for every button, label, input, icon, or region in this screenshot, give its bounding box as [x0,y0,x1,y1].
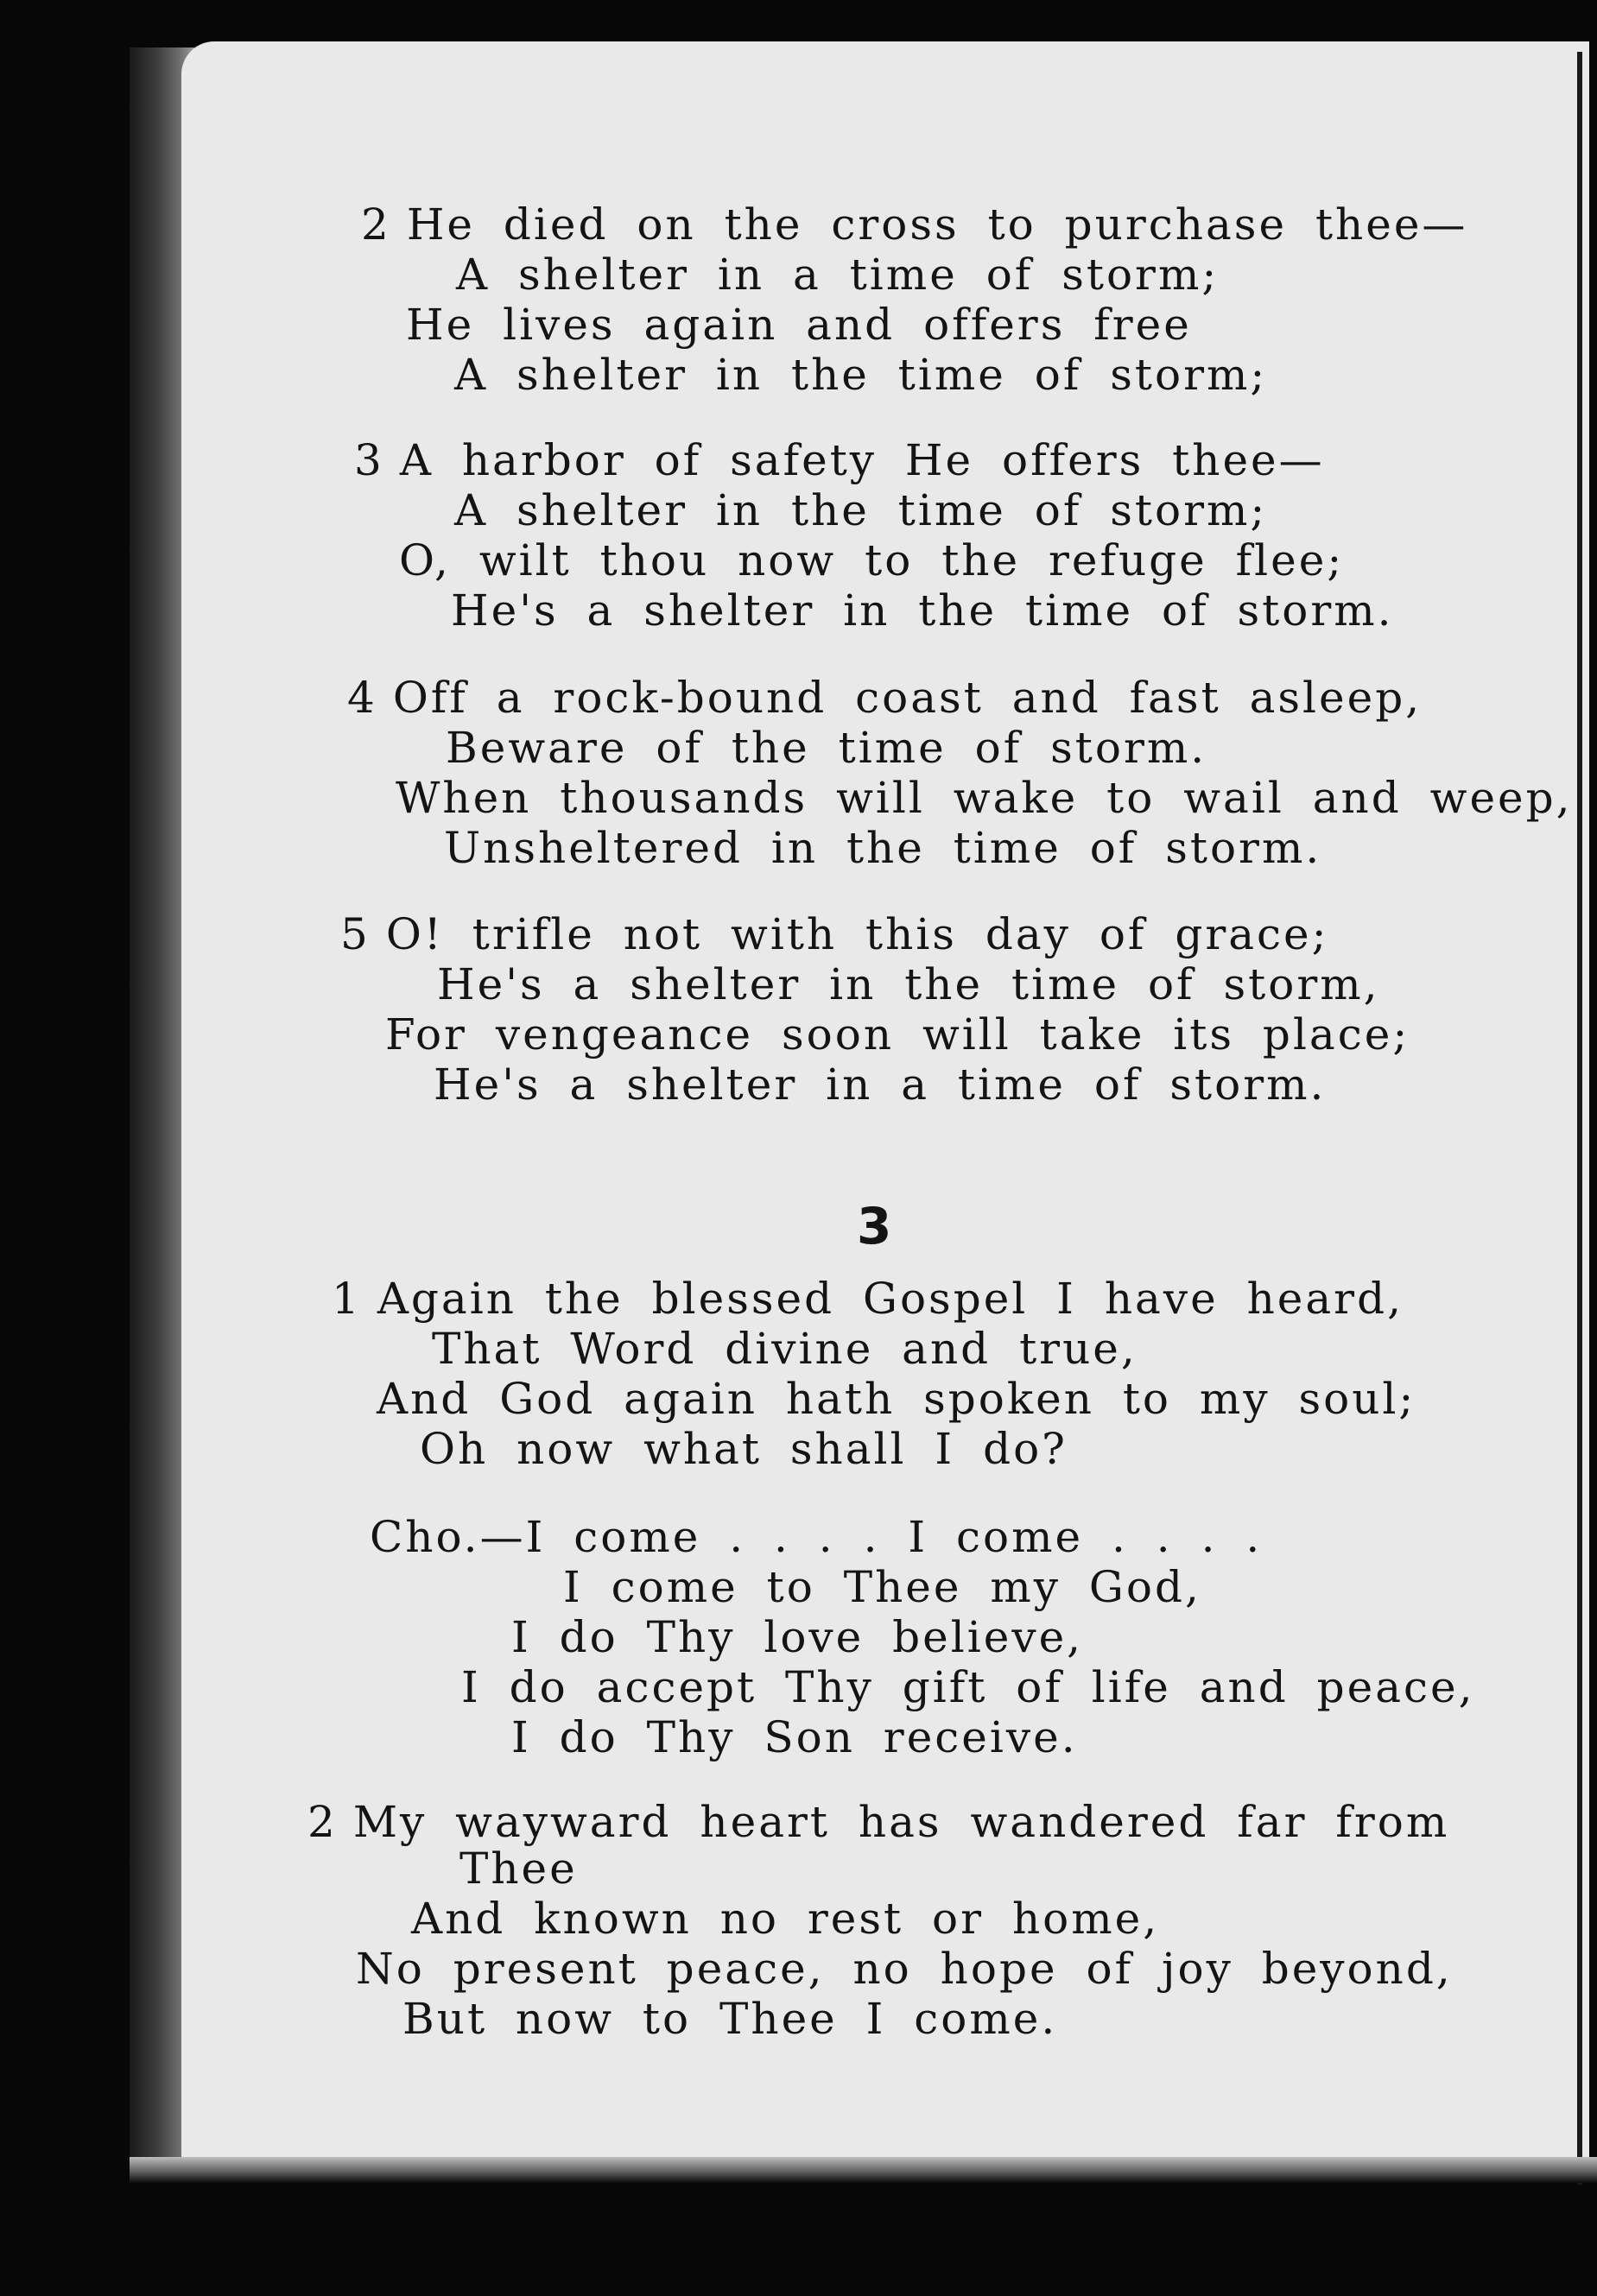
chorus-line: I do Thy love believe, [511,1612,1084,1662]
stanza-line: When thousands will wake to wail and weep, [396,773,1573,823]
verse-line: Thee [459,1844,578,1894]
stanza-line: A shelter in the time of storm; [454,485,1268,535]
stanza-number: 4 [347,673,377,723]
chorus-line: Cho.—I come . . . . I come . . . . [370,1512,1263,1562]
stanza-number: 2 [361,199,391,250]
chorus-line: I come to Thee my God, [563,1562,1201,1612]
stanza-line: He's a shelter in the time of storm. [451,585,1394,636]
stanza-line: 5 O! trifle not with this day of grace; [340,909,1329,959]
stanza-line: He lives again and offers free [406,300,1192,350]
chorus-label: Cho.— [370,1512,526,1562]
verse-line: 2 My wayward heart has wandered far from [307,1797,1450,1847]
chorus-line: I do accept Thy gift of life and peace, [461,1662,1475,1712]
verse-line: But now to Thee I come. [402,1994,1058,2044]
stanza-number: 5 [340,909,371,959]
stanza-line: 4 Off a rock-bound coast and fast asleep, [347,673,1423,723]
verse-number: 2 [307,1797,338,1847]
stanza-line: 3 A harbor of safety He offers thee— [354,435,1325,485]
stanza-line: A shelter in a time of storm; [456,250,1220,300]
verse-number: 1 [332,1274,362,1324]
stanza-line: He's a shelter in a time of storm. [434,1059,1327,1110]
verse-line: 1 Again the blessed Gospel I have heard, [332,1274,1404,1324]
stanza-line: Beware of the time of storm. [446,723,1207,773]
stanza-line: A shelter in the time of storm; [454,350,1268,400]
stanza-line: O, wilt thou now to the refuge flee; [399,535,1345,585]
verse-line: That Word divine and true, [432,1324,1138,1374]
stanza-number: 3 [354,435,384,485]
verse-line: No present peace, no hope of joy beyond, [356,1944,1453,1994]
hymn-number: 3 [857,1197,892,1256]
verse-line: Oh now what shall I do? [420,1424,1068,1474]
verse-line: And known no rest or home, [411,1894,1160,1944]
verse-line: And God again hath spoken to my soul; [377,1374,1416,1424]
chorus-line: I do Thy Son receive. [511,1712,1078,1762]
stanza-line: Unsheltered in the time of storm. [444,823,1322,873]
stanza-line: 2 He died on the cross to purchase thee— [361,199,1468,250]
stanza-line: For vengeance soon will take its place; [385,1009,1410,1059]
stanza-line: He's a shelter in the time of storm, [437,959,1380,1009]
